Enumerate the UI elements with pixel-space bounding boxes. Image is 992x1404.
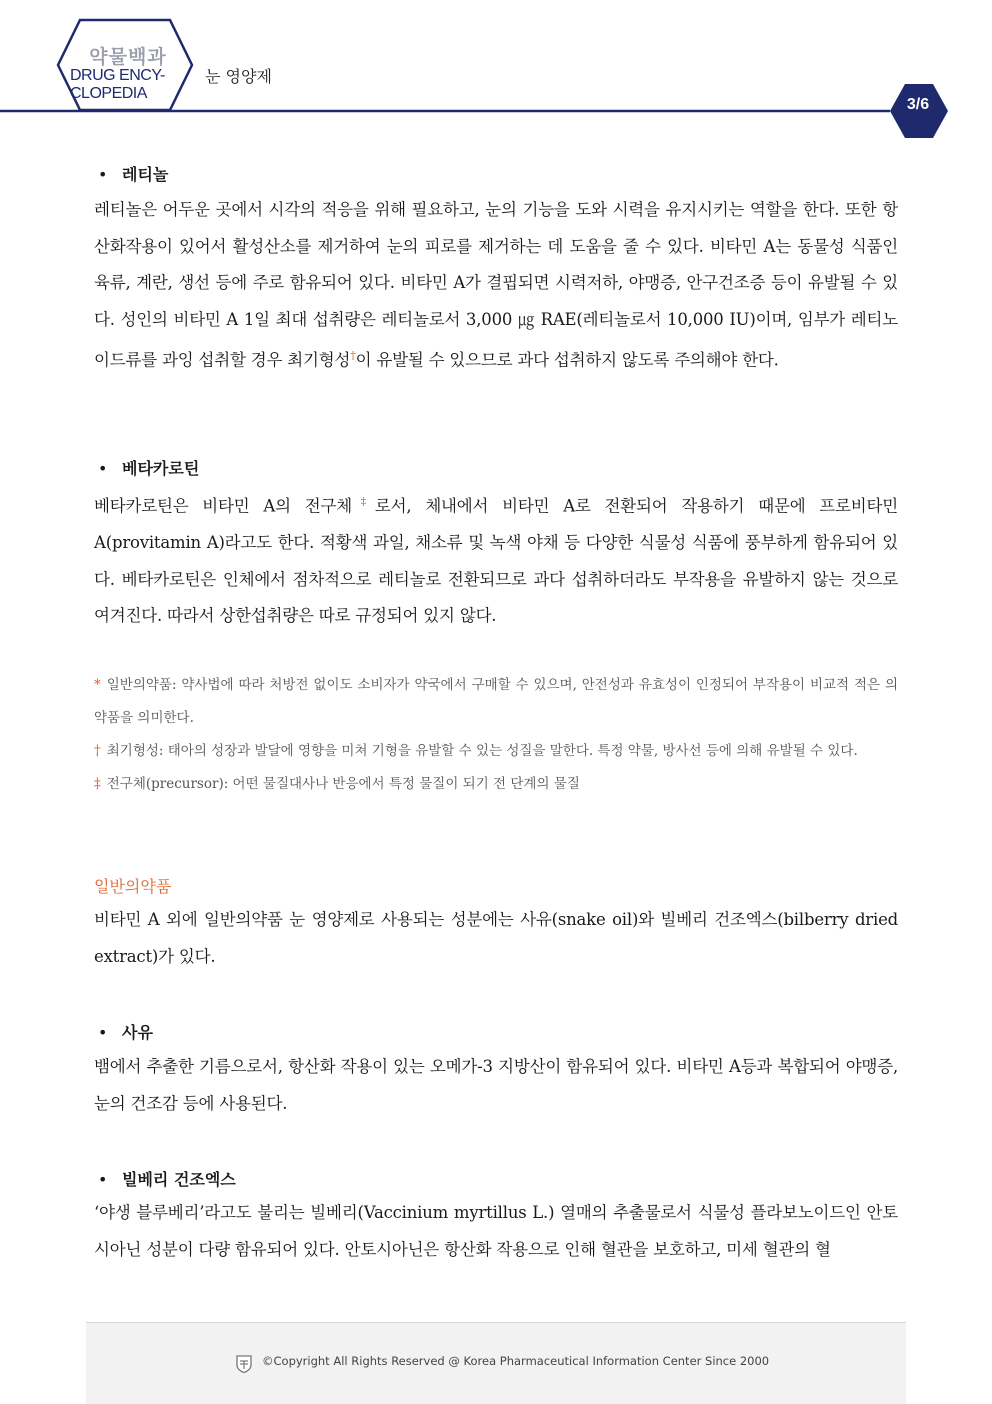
footnote-text: 일반의약품: 약사법에 따라 처방전 없이도 소비자가 약국에서 구매할 수 있으며, 안전성과 유효성이 인정되어 부작용이 비교적 적은 의약품을 의미한다. bbox=[94, 677, 898, 726]
footnote-item bbox=[94, 735, 898, 768]
footnote-item bbox=[94, 669, 898, 735]
beta-carotene-text-part-2: 로서, 체내에서 비타민 A로 전환되어 작용하기 때문에 프로비타민 A(provitamin A)라고도 한다. 적황색 과일, 채소류 및 녹색 야채 등 다양한 식물성 식품에 풍부하게 함유되어 있다. 베타카로틴은 인체에서 점차적으로 레티놀로 전환되므로 과다 섭취하더라도 부작용을 유발하지 않는 것으로 여겨진다. 따라서 상한섭취량은 따로 규정되어 있지 않다. bbox=[94, 496, 898, 625]
page-number: 3/6 bbox=[906, 96, 930, 113]
logo-english-text bbox=[70, 67, 190, 103]
beta-carotene-heading bbox=[94, 456, 898, 479]
footnote-item bbox=[94, 768, 898, 801]
footer bbox=[86, 1322, 906, 1404]
retinol-heading-text: 레티놀 bbox=[122, 165, 169, 184]
footnote-mark: ‡ bbox=[94, 776, 101, 792]
beta-carotene-heading-text: 베타카로틴 bbox=[122, 459, 200, 478]
beta-carotene-text-part-1: 베타카로틴은 비타민 A의 전구체 bbox=[94, 496, 352, 516]
footer-copyright: ©Copyright All Rights Reserved @ Korea Pharmaceutical Information Center Since 2000 bbox=[262, 1354, 770, 1368]
retinol-text-part-2: 이 유발될 수 있으므로 과다 섭취하지 않도록 주의해야 한다. bbox=[355, 350, 779, 370]
beta-carotene-paragraph bbox=[94, 484, 898, 635]
snake-oil-heading-text: 사유 bbox=[122, 1023, 153, 1042]
kpic-emblem-icon bbox=[236, 1355, 252, 1373]
logo-korean-text: 약물백과 bbox=[89, 46, 167, 68]
retinol-heading bbox=[94, 162, 898, 185]
bilberry-heading-text: 빌베리 건조엑스 bbox=[122, 1170, 236, 1189]
snake-oil-heading bbox=[94, 1020, 898, 1043]
bilberry-heading bbox=[94, 1167, 898, 1190]
footnote-dagger-ref: † bbox=[350, 349, 356, 362]
retinol-text-part-1: 레티놀은 어두운 곳에서 시각의 적응을 위해 필요하고, 눈의 기능을 도와 시력을 유지시키는 역할을 한다. 또한 항산화작용이 있어서 활성산소를 제거하여 눈의 피로를 제거하는 데 도움을 줄 수 있다. 비타민 A는 동물성 식품인 육류, 계란, 생선 등에 주로 함유되어 있다. 비타민 A가 결핍되면 시력저하, 야맹증, 안구건조증 등이 유발될 수 있다. 성인의 비타민 A 1일 최대 섭취량은 레티놀로서 3,000 ㎍ RAE(레티놀로서 10,000 IU)이며, 임부가 레티노이드류를 과잉 섭취할 경우 최기형성 bbox=[94, 200, 898, 370]
footnote-double-dagger-ref: ‡ bbox=[351, 495, 375, 508]
bullet-icon: • bbox=[98, 1170, 108, 1189]
bullet-icon: • bbox=[98, 459, 108, 478]
bullet-icon: • bbox=[98, 165, 108, 184]
footnote-text: 최기형성: 태아의 성장과 발달에 영향을 미쳐 기형을 유발할 수 있는 성질을 말한다. 특정 약물, 방사선 등에 의해 유발될 수 있다. bbox=[106, 743, 858, 759]
bullet-icon: • bbox=[98, 1023, 108, 1042]
retinol-paragraph bbox=[94, 192, 898, 379]
footnote-text: 전구체(precursor): 어떤 물질대사나 반응에서 특정 물질이 되기 전 단계의 물질 bbox=[106, 776, 580, 792]
otc-paragraph: 비타민 A 외에 일반의약품 눈 영양제로 사용되는 성분에는 사유(snake oil)와 빌베리 건조엑스(bilberry dried extract)가 있다. bbox=[94, 910, 898, 966]
document-title: 눈 영양제 bbox=[205, 67, 272, 86]
logo-english-line-2: CLOPEDIA bbox=[70, 85, 147, 102]
footnotes bbox=[94, 669, 898, 801]
footnote-mark: † bbox=[94, 743, 101, 759]
otc-section-heading: 일반의약품 bbox=[94, 877, 172, 896]
logo-english-line-1: DRUG ENCY- bbox=[70, 67, 165, 84]
snake-oil-paragraph: 뱀에서 추출한 기름으로서, 항산화 작용이 있는 오메가-3 지방산이 함유되어 있다. 비타민 A등과 복합되어 야맹증, 눈의 건조감 등에 사용된다. bbox=[94, 1057, 898, 1113]
bilberry-paragraph: ‘야생 블루베리’라고도 불리는 빌베리(Vaccinium myrtillus L.) 열매의 추출물로서 식물성 플라보노이드인 안토시아닌 성분이 다량 함유되어 있다. 안토시아닌은 항산화 작용으로 인해 혈관을 보호하고, 미세 혈관의 혈 bbox=[94, 1203, 898, 1259]
footnote-mark: * bbox=[94, 677, 101, 693]
